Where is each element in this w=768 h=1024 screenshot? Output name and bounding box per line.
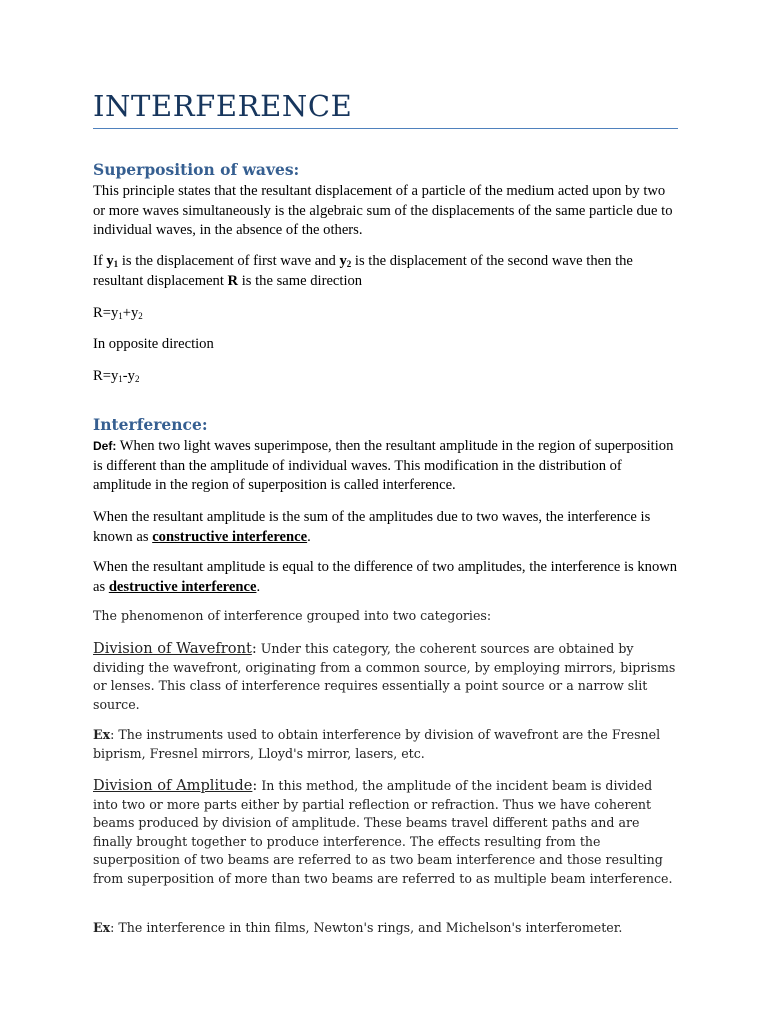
- wavefront-paragraph: [93, 640, 678, 714]
- eq-part: R=y: [93, 305, 119, 321]
- amplitude-example: [93, 919, 678, 938]
- text-run: is the displacement of the second wave then the resultant displacement: [93, 253, 633, 289]
- definition-label: Def:: [93, 439, 117, 453]
- text-run: In this method, the amplitude of the incident beam is divided into two or more parts either by partial reflection or refraction. Thus we have coherent beams produced by division of amplitude. These beams travel different paths and are finally brought together to produce interference. The effects resulting from the superposition of two beams are referred to as two beam interference and those resulting from superposition of more than two beams are referred to as multiple beam interference.: [93, 778, 673, 886]
- wavefront-example: [93, 726, 678, 763]
- subheading-division-of-amplitude: Division of Amplitude: [93, 777, 253, 794]
- amplitude-paragraph: [93, 777, 678, 888]
- text-run: Under this category, the coherent sources are obtained by dividing the wavefront, originating from a common source, by employing mirrors, biprisms or lenses. This class of interference requires essentially a point source or a narrow slit source.: [93, 641, 676, 712]
- subheading-division-of-wavefront: Division of Wavefront: [93, 640, 252, 657]
- text-run: When the resultant amplitude is equal to the difference of two amplitudes, the interference is known as: [93, 559, 678, 595]
- subscript: 1: [118, 374, 123, 384]
- symbol-r: R: [227, 272, 239, 289]
- example-label: Ex: [93, 727, 111, 742]
- eq-part: R=y: [93, 368, 119, 384]
- subscript: 2: [346, 259, 352, 269]
- subscript: 1: [118, 311, 123, 321]
- constructive-paragraph: [93, 508, 678, 547]
- definition-paragraph: [93, 437, 678, 496]
- symbol-y2: y: [339, 253, 347, 269]
- text-run: If: [93, 253, 107, 269]
- example-label: Ex: [93, 920, 111, 935]
- colon: :: [252, 777, 258, 794]
- term-destructive-interference: destructive interference: [108, 578, 257, 595]
- text-run: .: [256, 578, 261, 595]
- categories-paragraph: The phenomenon of interference grouped into two categories:: [93, 608, 492, 623]
- equation-opposite-direction: [93, 367, 678, 387]
- subscript: 1: [113, 259, 119, 269]
- term-constructive-interference: constructive interference: [152, 528, 308, 545]
- colon: :: [251, 640, 257, 657]
- destructive-paragraph: [93, 558, 678, 597]
- section-heading-superposition: Superposition of waves:: [93, 160, 300, 179]
- superposition-paragraph: This principle states that the resultant displacement of a particle of the medium acted upon by two or more waves simultaneously is the algebraic sum of the displacements of the same particle due to individual waves, in the absence of the others.: [93, 183, 673, 238]
- text-run: is the same direction: [238, 272, 363, 289]
- opposite-direction-label: In opposite direction: [93, 336, 214, 352]
- text-run: is the displacement of first wave and: [118, 253, 340, 269]
- section-heading-interference: Interference:: [93, 415, 208, 434]
- text-run: : The instruments used to obtain interference by division of wavefront are the Fresnel biprism, Fresnel mirrors, Lloyd's mirror, lasers, etc.: [93, 727, 661, 761]
- page-title: INTERFERENCE: [93, 89, 353, 123]
- subscript: 2: [138, 311, 143, 321]
- eq-part: -y: [122, 368, 135, 384]
- text-run: : The interference in thin films, Newton's rings, and Michelson's interferometer.: [110, 920, 623, 935]
- displacement-paragraph: [93, 252, 678, 291]
- subscript: 2: [134, 374, 140, 384]
- title-rule: [93, 128, 678, 129]
- symbol-y1: y: [106, 253, 114, 269]
- eq-part: +y: [122, 305, 139, 321]
- text-run: When two light waves superimpose, then the resultant amplitude in the region of superposition is different than the amplitude of individual waves. This modification in the distribution of amplitude in the region of superposition is called interference.: [93, 438, 674, 493]
- text-run: .: [307, 528, 311, 545]
- text-run: When the resultant amplitude is the sum of the amplitudes due to two waves, the interference is known as: [93, 509, 651, 545]
- equation-same-direction: [93, 304, 678, 324]
